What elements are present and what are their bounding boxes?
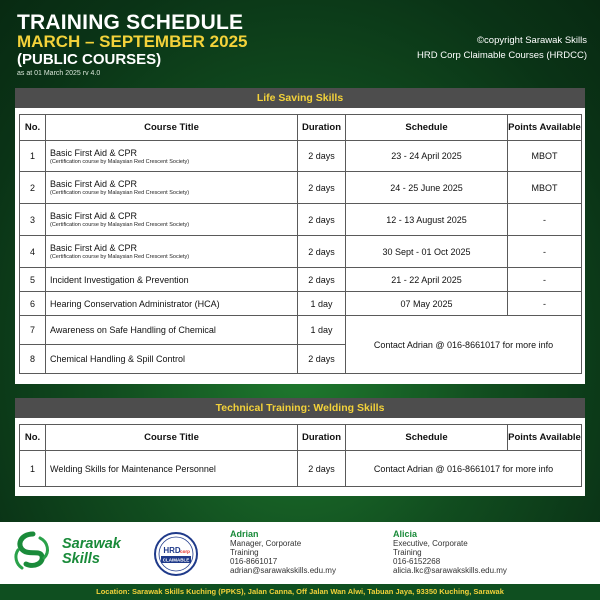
row-no: 1: [20, 451, 46, 487]
swirl-icon: [10, 530, 56, 576]
row-duration: 2 days: [298, 236, 346, 268]
contact-email: alicia.lkc@sarawakskills.edu.my: [393, 566, 507, 575]
life-saving-section: [15, 88, 585, 384]
col-no: No.: [20, 115, 46, 141]
table-row: [20, 451, 582, 487]
row-points: -: [508, 204, 582, 236]
section-title: Technical Training: Welding Skills: [15, 398, 585, 418]
course-title: Basic First Aid & CPR: [50, 243, 138, 253]
row-no: 7: [20, 316, 46, 345]
row-duration: 2 days: [298, 451, 346, 487]
row-schedule: 07 May 2025: [346, 292, 508, 316]
logo-line2: Skills: [62, 551, 100, 567]
hrd-text: HRD: [163, 546, 181, 555]
row-points: -: [508, 268, 582, 292]
hrdc-text: HRD Corp Claimable Courses (HRDCC): [417, 50, 587, 61]
welding-table: [19, 424, 582, 487]
row-schedule: 24 - 25 June 2025: [346, 172, 508, 204]
table-row: [20, 236, 582, 268]
row-no: 6: [20, 292, 46, 316]
col-course: Course Title: [46, 115, 298, 141]
contact-name: Alicia: [393, 529, 418, 539]
course-note: (Certification course by Malaysian Red Crescent Society): [50, 190, 190, 196]
contact-role: Training: [230, 548, 259, 557]
course-title: Basic First Aid & CPR: [50, 179, 138, 189]
copyright-block: [417, 33, 587, 63]
contact-phone: 016-8661017: [230, 557, 278, 566]
sarawak-skills-logo: [10, 530, 140, 576]
col-schedule: Schedule: [346, 115, 508, 141]
course-title: Basic First Aid & CPR: [50, 211, 138, 221]
logo-line1: Sarawak: [62, 536, 121, 552]
col-duration: Duration: [298, 425, 346, 451]
contact-phone: 016-6152268: [393, 557, 441, 566]
row-points: -: [508, 292, 582, 316]
footer: [0, 522, 600, 584]
row-course: Hearing Conservation Administrator (HCA): [46, 292, 298, 316]
hrd-corp-claimable-badge: [152, 531, 200, 577]
table-header-row: [20, 425, 582, 451]
table-row: [20, 141, 582, 172]
course-note: (Certification course by Malaysian Red Crescent Society): [50, 222, 190, 228]
row-course: [46, 236, 298, 268]
revision-note: as at 01 March 2025 rv 4.0: [17, 70, 101, 77]
row-schedule: 23 - 24 April 2025: [346, 141, 508, 172]
course-note: (Certification course by Malaysian Red Crescent Society): [50, 158, 190, 165]
row-points: -: [508, 236, 582, 268]
contact-adrian: [230, 530, 336, 575]
row-schedule: 21 - 22 April 2025: [346, 268, 508, 292]
col-schedule: Schedule: [346, 425, 508, 451]
contact-role: Executive, Corporate: [393, 539, 468, 548]
row-duration: 2 days: [298, 172, 346, 204]
table-row: [20, 316, 582, 345]
logo-text: [62, 537, 121, 567]
row-duration: 1 day: [298, 316, 346, 345]
row-duration: 2 days: [298, 345, 346, 374]
table-row: [20, 204, 582, 236]
claimable-text: CLAIMABLE: [162, 557, 190, 563]
col-points: Points Available: [508, 115, 582, 141]
course-note: (Certification course by Malaysian Red Crescent Society): [50, 254, 190, 260]
contact-info: Contact Adrian @ 016-8661017 for more info: [346, 451, 582, 487]
table-row: [20, 172, 582, 204]
row-points: MBOT: [508, 141, 582, 172]
subtitle: (PUBLIC COURSES): [17, 51, 162, 68]
contact-name: Adrian: [230, 529, 259, 539]
contact-role: Training: [393, 548, 422, 557]
row-course: [46, 172, 298, 204]
row-no: 4: [20, 236, 46, 268]
col-no: No.: [20, 425, 46, 451]
row-course: [46, 204, 298, 236]
course-title: Basic First Aid & CPR: [50, 147, 138, 158]
row-points: MBOT: [508, 172, 582, 204]
date-range-title: MARCH – SEPTEMBER 2025: [17, 32, 248, 51]
row-no: 5: [20, 268, 46, 292]
contact-alicia: [393, 530, 507, 575]
copyright-text: ©copyright Sarawak Skills: [477, 35, 587, 46]
row-no: 8: [20, 345, 46, 374]
row-duration: 2 days: [298, 141, 346, 172]
row-schedule: 30 Sept - 01 Oct 2025: [346, 236, 508, 268]
welding-section: [15, 398, 585, 496]
row-no: 2: [20, 172, 46, 204]
row-course: Awareness on Safe Handling of Chemical: [46, 316, 298, 345]
row-course: Chemical Handling & Spill Control: [46, 345, 298, 374]
table-row: [20, 268, 582, 292]
row-course: [46, 141, 298, 172]
col-duration: Duration: [298, 115, 346, 141]
row-no: 1: [20, 141, 46, 172]
header: [17, 12, 587, 82]
contact-role: Manager, Corporate: [230, 539, 302, 548]
row-duration: 2 days: [298, 204, 346, 236]
life-saving-table: [19, 114, 582, 374]
col-course: Course Title: [46, 425, 298, 451]
location-bar: Location: Sarawak Skills Kuching (PPKS), Jalan Canna, Off Jalan Wan Alwi, Tabuan Jaya, 93350 Kuching, Sarawak: [0, 584, 600, 600]
row-schedule: 12 - 13 August 2025: [346, 204, 508, 236]
table-header-row: [20, 115, 582, 141]
row-duration: 2 days: [298, 268, 346, 292]
contact-info: Contact Adrian @ 016-8661017 for more info: [346, 316, 582, 374]
col-points: Points Available: [508, 425, 582, 451]
contact-email: adrian@sarawakskills.edu.my: [230, 566, 336, 575]
section-title: Life Saving Skills: [15, 88, 585, 108]
row-no: 3: [20, 204, 46, 236]
page-title: TRAINING SCHEDULE: [17, 11, 244, 34]
corp-text: corp: [180, 549, 190, 554]
row-course: Welding Skills for Maintenance Personnel: [46, 451, 298, 487]
table-row: [20, 292, 582, 316]
row-course: Incident Investigation & Prevention: [46, 268, 298, 292]
row-duration: 1 day: [298, 292, 346, 316]
